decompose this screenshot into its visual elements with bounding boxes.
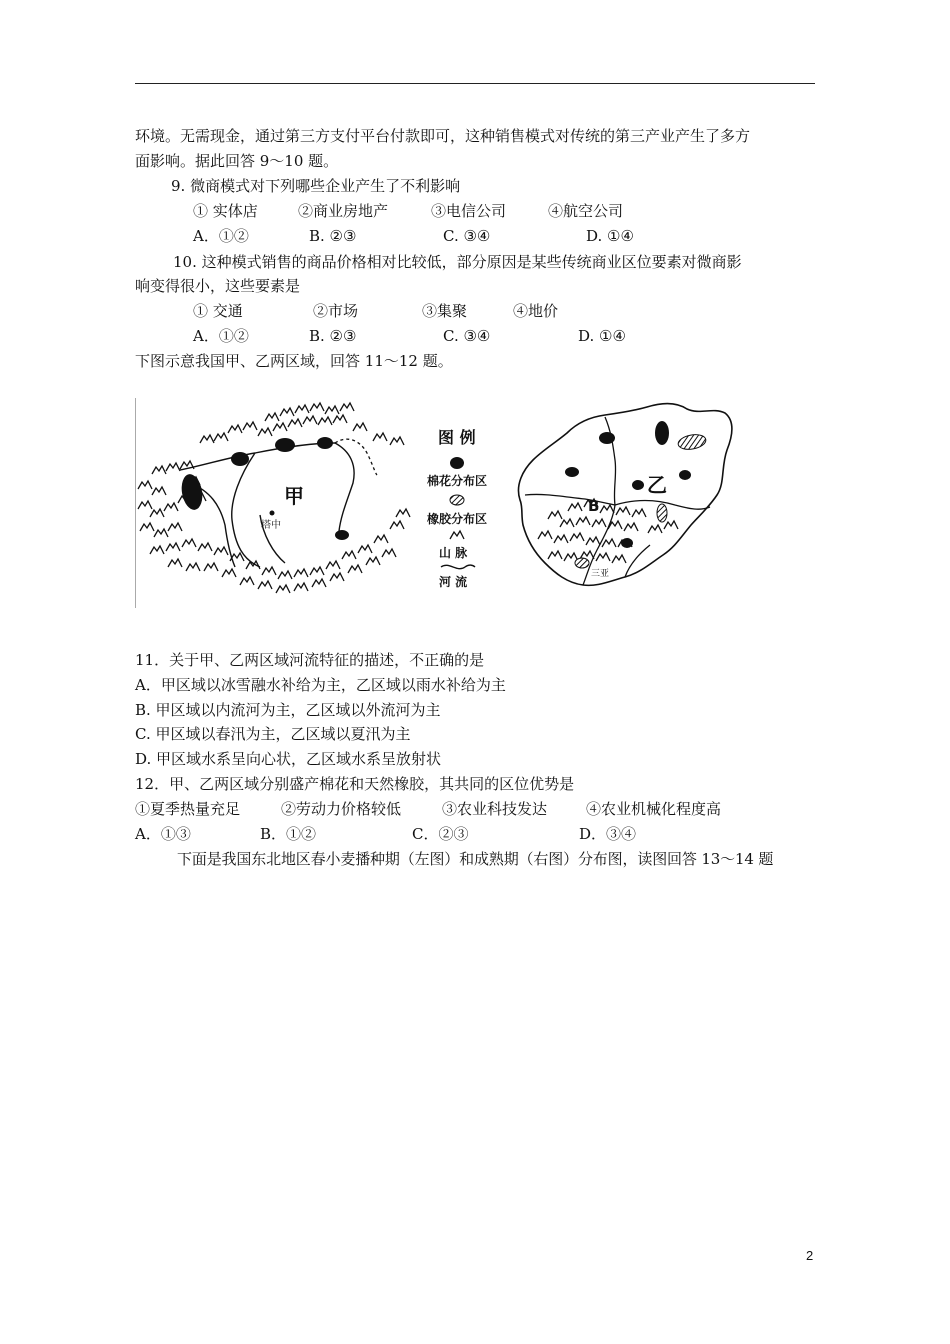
q10-choice-d: D. ①④: [578, 327, 626, 345]
q10-item-4: ④地价: [513, 302, 559, 320]
q12-stem: 12．甲、乙两区域分别盛产棉花和天然橡胶，其共同的区位优势是: [135, 775, 575, 793]
q10-item-1: ① 交通: [193, 302, 243, 320]
region-map-figure: [135, 395, 740, 610]
q9-item-3: ③电信公司: [431, 202, 507, 220]
legend-cotton-symbol: [450, 457, 464, 469]
q13-intro: 下面是我国东北地区春小麦播种期（左图）和成熟期（右图）分布图，读图回答 13～14 题: [177, 850, 774, 868]
q11-option-c: C. 甲区域以春汛为主，乙区域以夏汛为主: [135, 725, 411, 743]
legend-mountain-label: 山 脉: [439, 546, 468, 560]
q12-choice-b: B．①②: [260, 825, 317, 843]
q12-item-3: ③农业科技发达: [442, 800, 548, 818]
region-b-black-areas: [565, 421, 691, 548]
region-map-svg: [135, 395, 740, 610]
map-legend: [427, 428, 487, 589]
q10-choices: [193, 326, 793, 346]
legend-rubber-symbol: [450, 495, 464, 505]
q12-choice-d: D．③④: [579, 825, 637, 843]
page-number: 2: [806, 1248, 814, 1263]
region-a-rivers: [180, 443, 354, 567]
region-b-label: 乙: [647, 473, 667, 497]
header-rule: [135, 83, 815, 84]
intro-line-1: 环境。无需现金，通过第三方支付平台付款即可，这种销售模式对传统的第三产业产生了多方: [135, 127, 751, 145]
q9-choice-d: D. ①④: [586, 227, 634, 245]
q12-item-1: ①夏季热量充足: [135, 800, 241, 818]
legend-rubber-label: 橡胶分布区: [427, 512, 488, 526]
q10-items: [193, 301, 793, 321]
region-a-label: 甲: [284, 484, 304, 508]
q11-option-a: A．甲区域以冰雪融水补给为主，乙区域以雨水补给为主: [135, 676, 506, 694]
q9-item-4: ④航空公司: [548, 202, 624, 220]
region-a-mountains: [138, 403, 410, 593]
q10-item-2: ②市场: [313, 302, 359, 320]
q11-stem: 11．关于甲、乙两区域河流特征的描述，不正确的是: [135, 651, 485, 669]
region-b-map: [518, 404, 732, 586]
city-tazhong-dot: [270, 511, 275, 516]
q9-item-1: ① 实体店: [193, 202, 258, 220]
q10-item-3: ③集聚: [422, 302, 468, 320]
q9-items: [193, 201, 793, 221]
legend-river-label: 河 流: [439, 575, 468, 589]
q12-items: [135, 799, 815, 819]
q9-choice-c: C. ③④: [443, 227, 491, 245]
q9-choices: [193, 226, 793, 246]
legend-cotton-label: 棉花分布区: [427, 474, 488, 488]
q9-choice-b: B. ②③: [309, 227, 357, 245]
legend-river-symbol: [441, 565, 475, 569]
q9-stem: 9. 微商模式对下列哪些企业产生了不利影响: [171, 177, 461, 195]
q11-option-d: D. 甲区域水系呈向心状，乙区域水系呈放射状: [135, 750, 442, 768]
legend-title: 图 例: [438, 428, 476, 447]
q9-item-2: ②商业房地产: [298, 202, 389, 220]
intro-line-2: 面影响。据此回答 9～10 题。: [135, 152, 339, 170]
city-tazhong-label: 塔中: [261, 520, 281, 531]
q10-stem-2: 响变得很小，这些要素是: [135, 277, 301, 295]
point-b-label: B: [588, 497, 600, 515]
q10-choice-c: C. ③④: [443, 327, 491, 345]
legend-mountain-symbol: [450, 531, 464, 539]
island-outline: [518, 404, 732, 586]
region-b-mountains: [538, 499, 678, 563]
q11-option-b: B. 甲区域以内流河为主，乙区域以外流河为主: [135, 701, 441, 719]
region-a-map: [138, 403, 410, 593]
map-intro: 下图示意我国甲、乙两区域，回答 11～12 题。: [135, 352, 453, 370]
q10-choice-a: A．①②: [193, 327, 249, 345]
q10-choice-b: B. ②③: [309, 327, 357, 345]
q12-choice-c: C．②③: [412, 825, 469, 843]
q12-item-4: ④农业机械化程度高: [586, 800, 722, 818]
q10-stem-1: 10. 这种模式销售的商品价格相对比较低，部分原因是某些传统商业区位要素对微商影: [173, 253, 742, 271]
city-sanya-label: 三亚: [591, 569, 610, 579]
q12-choices: [135, 824, 815, 844]
q12-choice-a: A．①③: [135, 825, 191, 843]
q9-choice-a: A．①②: [193, 227, 249, 245]
q12-item-2: ②劳动力价格较低: [281, 800, 402, 818]
region-a-seasonal-river: [335, 439, 377, 475]
